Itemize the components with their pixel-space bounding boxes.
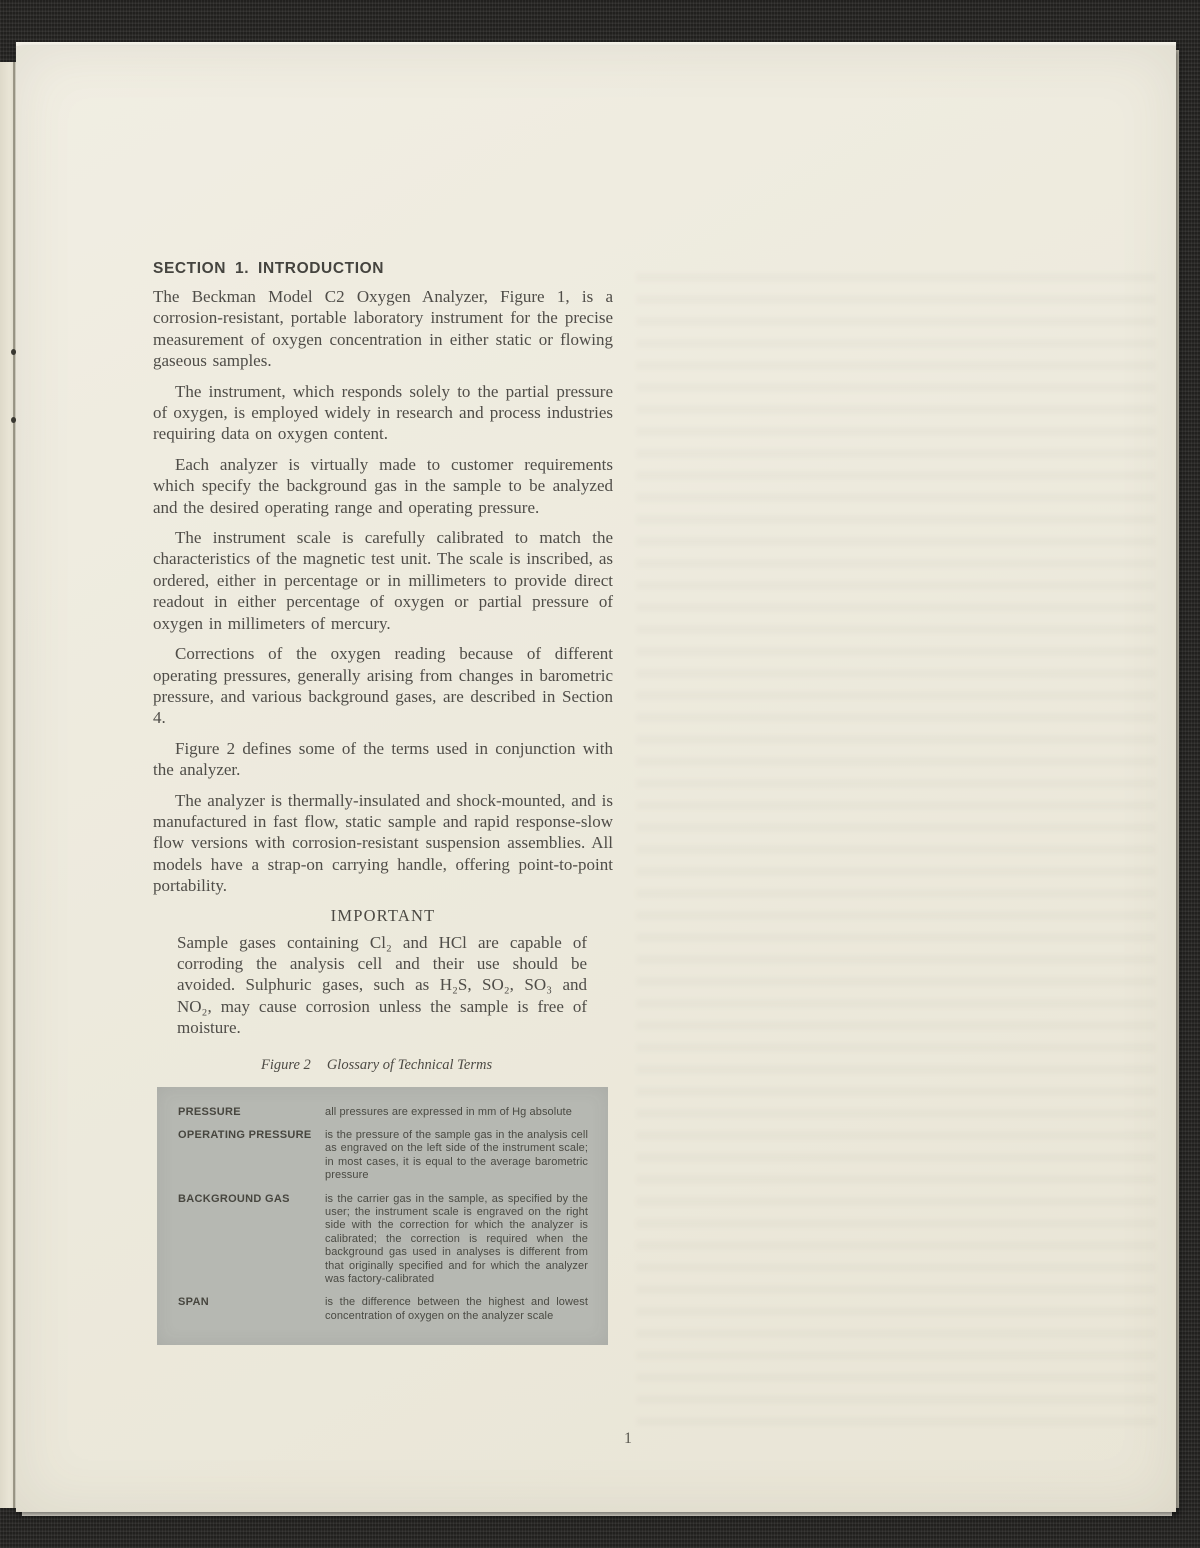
paragraph: Each analyzer is virtually made to customer requirements which specify the background gas in the sample to be analyzed and the desired operating range and operating pressure. [153, 454, 613, 517]
glossary-entry [178, 1193, 588, 1287]
glossary-term: BACKGROUND GAS [178, 1192, 290, 1205]
glossary-entry [178, 1129, 588, 1183]
bleed-through-ghost [636, 266, 1156, 1426]
glossary-entry [178, 1106, 588, 1119]
figure-label: Figure 2 [261, 1056, 311, 1073]
glossary-definition: all pressures are expressed in mm of Hg absolute [325, 1105, 572, 1118]
paragraph: The instrument, which responds solely to the partial pressure of oxygen, is employed widely in research and process industries requiring data on oxygen content. [153, 381, 613, 444]
page-right-edge [1176, 50, 1179, 1508]
important-heading: IMPORTANT [330, 905, 436, 925]
glossary-term: SPAN [178, 1296, 209, 1309]
text-column [153, 258, 613, 1345]
binding-seam [13, 62, 15, 1508]
paragraph: The instrument scale is carefully calibrated to match the characteristics of the magnetic test unit. The scale is inscribed, as ordered, either in percentage or in millimeters to provide direct readout in either percentage of oxygen or partial pressure of oxygen in millimeters of mercury. [153, 528, 613, 633]
paragraph: The Beckman Model C2 Oxygen Analyzer, Figure 1, is a corrosion-resistant, portable laboratory instrument for the precise measurement of oxygen concentration in either static or flowing gaseous samples. [153, 287, 613, 371]
section-heading: SECTION 1. INTRODUCTION [153, 260, 385, 277]
scanned-page [16, 46, 1176, 1512]
figure-caption [261, 1057, 613, 1074]
paragraph: The analyzer is thermally-insulated and shock-mounted, and is manufactured in fast flow, static sample and rapid response-slow flow versions with corrosion-resistant suspension assemblies. All models have a strap-on carrying handle, offering point-to-point portability. [153, 790, 613, 896]
glossary-term: OPERATING PRESSURE [178, 1129, 312, 1141]
glossary-definition: is the carrier gas in the sample, as specified by the user; the instrument scale is engraved on the right side with the correction for which the analyzer is calibrated; the correction is required when the background gas used in analyses is different from that originally specified and for which the analyzer was factory-calibrated [325, 1192, 588, 1286]
important-text: Sample gases containing Cl₂ and HCl are capable of corroding the analysis cell and their use should be avoided. Sulphuric gases, such as H₂S, SO₂, SO₃ and NO₂, may cause corrosion unless the sample is free of moisture. [177, 932, 587, 1038]
glossary-definition: is the pressure of the sample gas in the analysis cell as engraved on the left side of the instrument scale; in most cases, it is equal to the average barometric pressure [325, 1129, 588, 1182]
paragraph: Corrections of the oxygen reading because of different operating pressures, generally arising from changes in barometric pressure, and various background gases, are described in Section 4. [153, 644, 613, 728]
glossary-panel [157, 1087, 608, 1346]
glossary-term: PRESSURE [178, 1105, 241, 1118]
paragraph: Figure 2 defines some of the terms used in conjunction with the analyzer. [153, 738, 613, 780]
page-number: 1 [624, 1430, 632, 1447]
figure-title: Glossary of Technical Terms [326, 1056, 493, 1073]
page-bottom-edge-highlight [22, 1512, 1172, 1516]
glossary-entry [178, 1296, 588, 1323]
glossary-definition: is the difference between the highest and lowest concentration of oxygen on the analyzer scale [325, 1296, 588, 1322]
